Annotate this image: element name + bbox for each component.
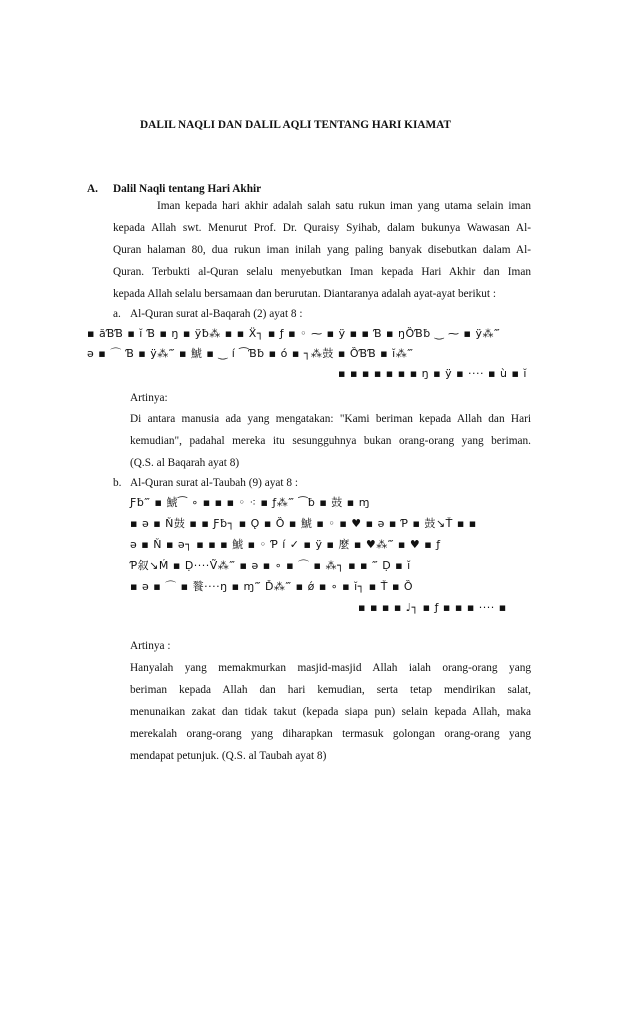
arabic-text-line: Ƒƀ‴ ▪ 鯱⁀ ∘ ▪ ▪ ▪ ◦ ⁖ ▪ ƒ⁂‴ ⁀ƀ ▪ 鼓 ▪ ɱ	[130, 496, 370, 509]
arabic-text-line: ▪ ▪ ▪ ▪ ▪ ▪ ▪ ŋ ▪ ÿ ▪ ···· ▪ ù ▪ ĭ	[338, 367, 527, 380]
paragraph-line: kepada Allah selalu bersamaan dan berurutan. Diantaranya adalah ayat-ayat berikut :	[113, 288, 496, 300]
item-a-marker: a.	[113, 308, 121, 320]
item-b-marker: b.	[113, 477, 122, 489]
translation-line: Hanyalah yang memakmurkan masjid-masjid Allah ialah orang-orang yang	[130, 662, 531, 674]
paragraph-line: kepada Allah swt. Menurut Prof. Dr. Quraisy Syihab, dalam bukunya Wawasan Al-	[113, 222, 531, 234]
artinya-label: Artinya :	[130, 640, 171, 652]
arabic-text-line: ▪ ə ▪ ⌒ ▪ 餮····ŋ ▪ ɱ‴ Ď⁂‴ ▪ ǿ ▪ ∘ ▪ ĭ┐ ▪ Ť ▪ Ȍ	[130, 580, 414, 593]
translation-line: kemudian", padahal mereka itu sesungguhnya bukan orang-orang yang beriman.	[130, 435, 531, 447]
arabic-text-line: ▪ ▪ ▪ ▪ ♩┐ ▪ ƒ ▪ ▪ ▪ ···· ▪	[358, 601, 507, 614]
arabic-text-line: ə ▪ ⌒ Ɓ ▪ ÿ⁂‴ ▪ 鯱 ▪ ‿ í ⁀Ɓƀ ▪ ó ▪ ┐⁂鼓 ▪ ȌƁƁ ▪ ĭ⁂‴	[87, 347, 414, 360]
translation-line: beriman kepada Allah dan hari kemudian, serta tetap mendirikan salat,	[130, 684, 531, 696]
section-a-heading: Dalil Naqli tentang Hari Akhir	[113, 183, 262, 195]
paragraph-line: Quran halaman 80, dua rukun iman inilah yang paling banyak disebutkan dalam Al-	[113, 244, 531, 256]
item-b-label: Al-Quran surat al-Taubah (9) ayat 8 :	[130, 477, 298, 489]
arabic-text-line: ▪ ə ▪ Ň鼓 ▪ ▪ Ƒƀ┐ ▪ Ǫ ▪ Ȍ ▪ 鯱 ▪ ◦ ▪ ♥ ▪ ə ▪ Ƥ ▪ 鼓↘Ť ▪ ▪	[130, 517, 477, 530]
translation-line: Di antara manusia ada yang mengatakan: "Kami beriman kepada Allah dan Hari	[130, 413, 531, 425]
arabic-text-line: ▪ ăƁƁ ▪ ĭ Ɓ ▪ ŋ ▪ ÿƀ⁂ ▪ ▪ Ẍ┐ ▪ ƒ ▪ ◦ ⁓ ▪ ÿ ▪ ▪ Ɓ ▪ ŋȌƁƀ ‿ ⁓ ▪ ÿ⁂‴	[87, 327, 501, 340]
item-a-label: Al-Quran surat al-Baqarah (2) ayat 8 :	[130, 308, 303, 320]
section-a-marker: A.	[87, 183, 98, 195]
translation-line: merekalah orang-orang yang diharapkan termasuk golongan orang-orang yang	[130, 728, 531, 740]
translation-line: (Q.S. al Baqarah ayat 8)	[130, 457, 240, 469]
paragraph-line: Iman kepada hari akhir adalah salah satu rukun iman yang utama selain iman	[157, 200, 531, 212]
document-title: DALIL NAQLI DAN DALIL AQLI TENTANG HARI KIAMAT	[140, 119, 452, 131]
artinya-label: Artinya:	[130, 392, 168, 404]
translation-line: menunaikan zakat dan tidak takut (kepada siapa pun) selain kepada Allah, maka	[130, 706, 531, 718]
arabic-text-line: Ƥ叙↘Ḿ ▪ Ḍ····Ṽ⁂‴ ▪ ə ▪ ∘ ▪ ⌒ ▪ ⁂┐ ▪ ▪ ‴ Ḍ ▪ ĭ	[130, 559, 411, 572]
arabic-text-line: ə ▪ Ň ▪ ə┐ ▪ ▪ ▪ 鯱 ▪ ◦ Ƥ í ✓ ▪ ÿ ▪ 麼 ▪ ♥⁂‴ ▪ ♥ ▪ ƒ	[130, 538, 441, 551]
translation-line: mendapat petunjuk. (Q.S. al Taubah ayat 8)	[130, 750, 327, 762]
paragraph-line: Quran. Terbukti al-Quran selalu menyebutkan Iman kepada Hari Akhir dan Iman	[113, 266, 531, 278]
